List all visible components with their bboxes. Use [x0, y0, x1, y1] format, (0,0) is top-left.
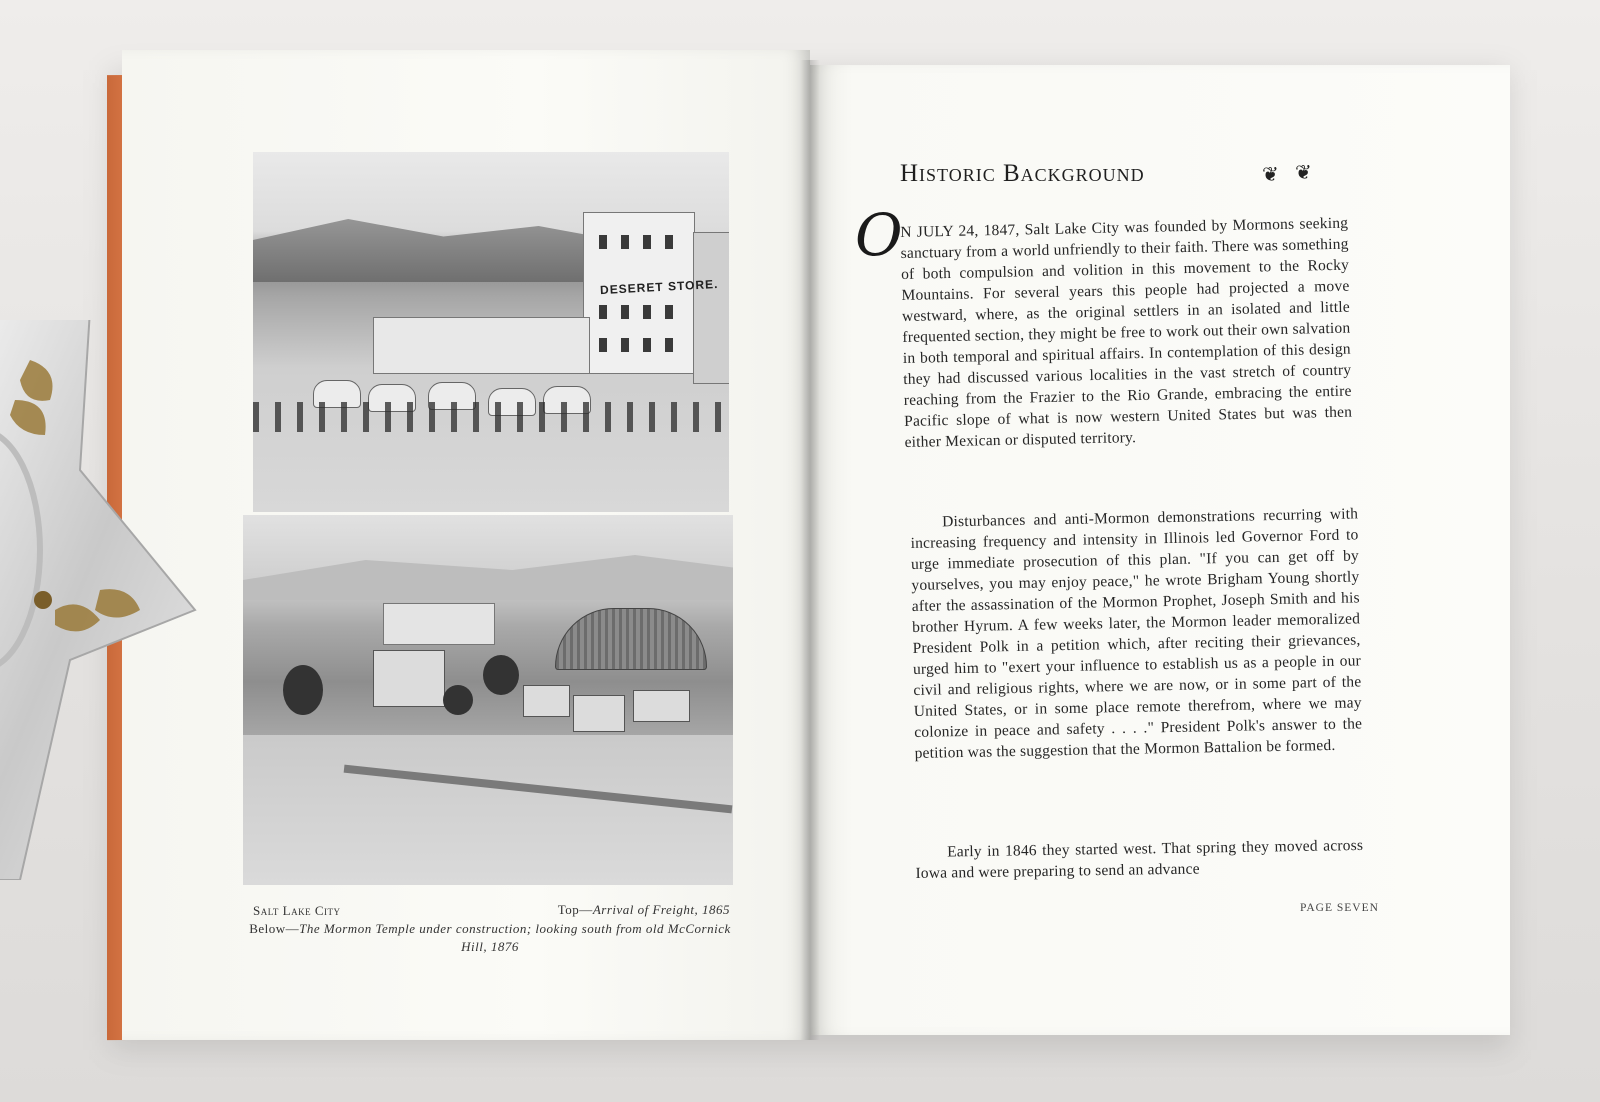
- house: [573, 695, 625, 732]
- house: [523, 685, 570, 717]
- caption-top-prefix: Top—: [557, 902, 593, 917]
- page-title: Historic Background: [900, 160, 1145, 187]
- tree: [483, 655, 519, 695]
- distant-hills: [243, 550, 733, 600]
- horse-teams: [253, 402, 729, 432]
- page-gutter: [800, 60, 820, 1040]
- crystal-star-ornament: [0, 320, 200, 880]
- title-ornament: ❦: [1262, 164, 1279, 186]
- photo-arrival-of-freight: [253, 152, 729, 512]
- long-warehouse: [373, 317, 590, 374]
- tree: [443, 685, 473, 715]
- caption-city: Salt Lake City: [253, 903, 341, 918]
- paragraph-3: Early in 1846 they started west. That spring they moved across Iowa and were preparing to send an advance: [915, 836, 1364, 882]
- house: [633, 690, 690, 722]
- caption-top: [510, 902, 730, 918]
- caption-below: [247, 920, 733, 956]
- page-number: PAGE SEVEN: [1300, 902, 1379, 914]
- paragraph-2: Disturbances and anti-Mormon demonstrations recurring with increasing frequency and intensity in Illinois led Governor Ford to urge immediate prosecution of this plan. "If you can get off by yourselves, you may enjoy peace," he wrote Brigham Young shortly after the assassination of the Mormon Prophet, Joseph Smith and his brother Hyrum. A few weeks later, the Mormon leader memoralized President Polk in a petition which, after reciting their grievances, urged him to "exert your influence to establish us as a people in our civil and religious rights, where we are now, or in some part of the United States, or in some place remote therefrom, where we may colonize in peace and safety . . . ." President Polk's answer to the petition was the suggestion that the Mormon Battalion be formed.: [910, 505, 1363, 762]
- photo-temple-construction: [243, 515, 733, 885]
- caption-below-prefix: Below—: [249, 921, 300, 936]
- gold-bead: [34, 591, 52, 609]
- drop-cap: O: [855, 201, 903, 269]
- title-ornament: ❦: [1295, 162, 1312, 184]
- temple-walls: [383, 603, 495, 645]
- side-building: [693, 232, 729, 384]
- tree: [283, 665, 323, 715]
- house: [373, 650, 445, 707]
- caption-top-text: Arrival of Freight, 1865: [592, 902, 730, 917]
- foreground-hill: [243, 735, 733, 885]
- deseret-store-sign: DESERET STORE.: [599, 276, 719, 298]
- caption-below-text: The Mormon Temple under construction; looking south from old McCornick Hill, 1876: [299, 921, 731, 954]
- paragraph-1: N JULY 24, 1847, Salt Lake City was founded by Mormons seeking sanctuary from a world unfriendly to their faith. There was something of both compulsion and volition in this movement to the Rocky Mountains. For several years this people had projected a move westward, where, as the original settlers in an isolated and little frequented section, they might be free to work out their own salvation in both temporal and spiritual affairs. In contemplation of this design they had discussed various localities in the vast stretch of country reaching from the Frazier to the Rio Grande, embracing the entire Pacific slope of what is now western United States but was then either Mexican or disputed territory.: [900, 214, 1353, 451]
